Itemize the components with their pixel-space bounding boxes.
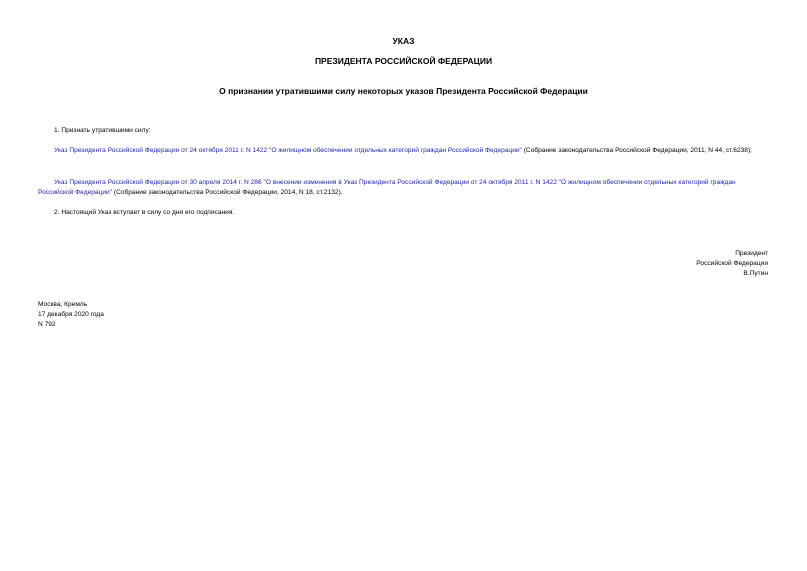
decree-number: N 792 [38,321,56,328]
repealed-item-2 [38,178,768,198]
repealed-item-1 [38,146,768,156]
document-heading: О признании утратившими силу некоторых указов Президента Российской Федерации [219,86,588,96]
signature-country: Российской Федерации [696,260,768,267]
paragraph-2: 2. Настоящий Указ вступает в силу со дня его подписания. [54,209,235,216]
paragraph-1: 1. Признать утратившими силу: [54,127,151,134]
signature-block [696,249,768,279]
signature-position: Президент [735,250,768,257]
signature-name: В.Путин [743,270,768,277]
decree-1422-citation: (Собрание законодательства Российской Федерации, 2011, N 44, ст.6238); [521,147,752,154]
decree-1422-link[interactable]: Указ Президента Российской Федерации от 24 октября 2011 г. N 1422 "О жилищном обеспечении отдельных категорий граждан Российской Федерации" [54,147,522,154]
document-subtitle: ПРЕЗИДЕНТА РОССИЙСКОЙ ФЕДЕРАЦИИ [314,56,493,66]
document-title: УКАЗ [392,36,415,46]
decree-286-citation: (Собрание законодательства Российской Федерации, 2014, N 18, ст.2132). [112,189,343,196]
place-city: Москва, Кремль [38,301,88,308]
decree-date: 17 декабря 2020 года [38,311,104,318]
place-date-block [38,300,104,330]
decree-286-link[interactable]: Указ Президента Российской Федерации от 30 апреля 2014 г. N 286 "О внесении изменения в Указ Президента Российской Федерации от 24 октября 2011 г. N 1422 "О жилищном обеспечении отдельных категорий граждан Российской Федерации" [38,179,736,196]
